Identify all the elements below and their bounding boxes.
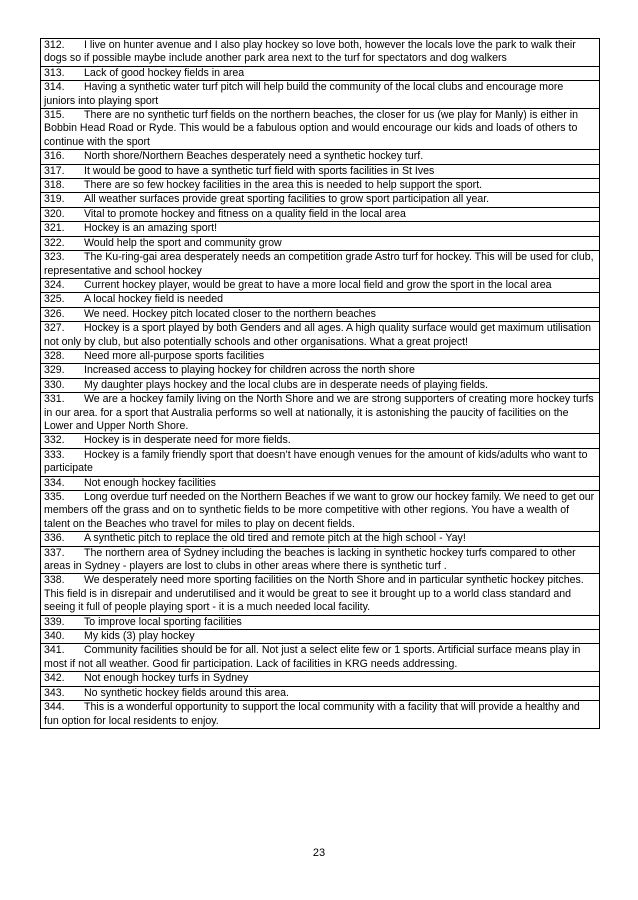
table-row (41, 150, 600, 164)
comment-number: 341. (44, 644, 65, 657)
comment-cell (41, 364, 600, 378)
comment-number: 344. (44, 701, 65, 714)
comment-text: Community facilities should be for all. Not just a select elite few or 1 sports. Artificial surface means play in most if not all weather. Good fir participation. Lack of facilities in KRG needs addressing. (44, 644, 581, 670)
comment-number: 319. (44, 193, 65, 206)
comment-cell (41, 179, 600, 193)
table-row (41, 193, 600, 207)
table-row (41, 222, 600, 236)
comment-text: My kids (3) play hockey (84, 630, 195, 643)
comment-number: 326. (44, 307, 65, 320)
comment-number: 322. (44, 236, 65, 249)
comment-cell (41, 109, 600, 150)
comment-cell (41, 81, 600, 109)
comment-text: Lack of good hockey fields in area (84, 66, 245, 79)
comment-text: There are so few hockey facilities in the area this is needed to help support the sport. (84, 179, 483, 192)
comment-text: I live on hunter avenue and I also play hockey so love both, however the locals love the park to walk their dogs so if possible maybe include another park area next to the turf for spectators and dog walkers (44, 39, 576, 65)
comment-text: A synthetic pitch to replace the old tired and remote pitch at the high school - Yay! (84, 532, 466, 545)
table-row (41, 109, 600, 150)
comment-text: There are no synthetic turf fields on the northern beaches, the closer for us (we play for Manly) is either in Bobbin Head Road or Ryde. This would be a fabulous option and would encourage our kids and loads of others to continue with the sport (44, 109, 579, 148)
comment-text: North shore/Northern Beaches desperately need a synthetic hockey turf. (84, 150, 424, 163)
comment-text: No synthetic hockey fields around this area. (84, 686, 289, 699)
comment-cell (41, 193, 600, 207)
comment-number: 316. (44, 150, 65, 163)
comment-cell (41, 164, 600, 178)
table-row (41, 686, 600, 700)
comment-cell (41, 150, 600, 164)
comment-text: Need more all-purpose sports facilities (84, 349, 265, 362)
comment-cell (41, 476, 600, 490)
comment-number: 329. (44, 364, 65, 377)
table-row (41, 164, 600, 178)
comment-text: Long overdue turf needed on the Northern Beaches if we want to grow our hockey family. We need to get our members off the grass and on to synthetic fields to be more competitive with other regions. You have a wealth of talent on the Beaches who travel for miles to play on decent fields. (44, 491, 595, 530)
table-row (41, 236, 600, 250)
comment-text: Would help the sport and community grow (84, 236, 282, 249)
comment-cell (41, 236, 600, 250)
comment-number: 315. (44, 109, 65, 122)
comment-text: Hockey is in desperate need for more fields. (84, 434, 291, 447)
table-row (41, 644, 600, 672)
comment-number: 324. (44, 278, 65, 291)
page-number: 23 (312, 847, 326, 859)
comment-cell (41, 66, 600, 80)
comment-cell (41, 672, 600, 686)
comment-number: 328. (44, 349, 65, 362)
table-row (41, 307, 600, 321)
table-row (41, 364, 600, 378)
comment-cell (41, 222, 600, 236)
comment-number: 320. (44, 207, 65, 220)
table-row (41, 574, 600, 615)
table-row (41, 434, 600, 448)
comment-text: Not enough hockey facilities (84, 476, 216, 489)
table-row (41, 615, 600, 629)
comment-number: 321. (44, 222, 65, 235)
table-row (41, 179, 600, 193)
comment-number: 325. (44, 293, 65, 306)
comment-text: Hockey is a family friendly sport that doesn’t have enough venues for the amount of kids/adults who want to participate (44, 448, 588, 475)
comment-cell (41, 251, 600, 279)
table-row (41, 349, 600, 363)
comment-text: Current hockey player, would be great to have a more local field and grow the sport in the local area (84, 278, 552, 291)
table-row (41, 672, 600, 686)
comment-text: Increased access to playing hockey for children across the north shore (84, 364, 415, 377)
table-row (41, 448, 600, 476)
table-row (41, 378, 600, 392)
comment-cell (41, 307, 600, 321)
comment-number: 342. (44, 672, 65, 685)
table-row (41, 532, 600, 546)
comment-cell (41, 574, 600, 615)
comment-number: 318. (44, 179, 65, 192)
comment-number: 332. (44, 434, 65, 447)
comment-cell (41, 615, 600, 629)
comment-number: 330. (44, 378, 65, 391)
comment-number: 313. (44, 66, 65, 79)
table-row (41, 393, 600, 434)
comment-text: Vital to promote hockey and fitness on a quality field in the local area (84, 207, 406, 220)
table-row (41, 322, 600, 350)
table-row (41, 278, 600, 292)
comment-number: 327. (44, 322, 65, 335)
comment-text: To improve local sporting facilities (84, 615, 242, 628)
table-row (41, 251, 600, 279)
comment-number: 340. (44, 630, 65, 643)
comments-body (41, 39, 600, 729)
comment-text: My daughter plays hockey and the local clubs are in desperate needs of playing fields. (84, 378, 488, 391)
comment-cell (41, 701, 600, 729)
comment-text: It would be good to have a synthetic turf field with sports facilities in St Ives (84, 164, 435, 177)
comment-text: This is a wonderful opportunity to support the local community with a facility that will provide a healthy and fun option for local residents to enjoy. (44, 701, 580, 727)
comment-number: 337. (44, 546, 65, 559)
comment-text: Not enough hockey turfs in Sydney (84, 672, 249, 685)
comment-number: 331. (44, 393, 65, 406)
comment-text: A local hockey field is needed (84, 293, 223, 306)
comment-cell (41, 434, 600, 448)
comment-cell (41, 532, 600, 546)
comment-number: 335. (44, 491, 65, 503)
comment-cell (41, 491, 600, 532)
comment-number: 339. (44, 615, 65, 628)
comment-text: We are a hockey family living on the North Shore and we are strong supporters of creating more hockey turfs in our area. for a sport that Australia performs so well at nationally, it is astonishing the paucity of facilities on the Lower and Upper North Shore. (44, 393, 594, 432)
comment-cell (41, 686, 600, 700)
comment-text: We need. Hockey pitch located closer to the northern beaches (84, 307, 376, 320)
table-row (41, 630, 600, 644)
comment-text: We desperately need more sporting facilities on the North Shore and in particular synthetic hockey pitches. This field is in disrepair and underutilised and it would be great to see it brought up to a world class standard and seeing it full of people playing sport - it is a much needed local facility. (44, 574, 584, 614)
comment-text: Having a synthetic water turf pitch will help build the community of the local clubs and encourage more juniors into playing sport (44, 81, 564, 107)
table-row (41, 293, 600, 307)
comment-cell (41, 448, 600, 476)
comment-text: The Ku-ring-gai area desperately needs an competition grade Astro turf for hockey. This will be used for club, representative and school hockey (44, 251, 594, 277)
comment-number: 312. (44, 39, 65, 51)
comment-cell (41, 207, 600, 221)
comment-cell (41, 322, 600, 350)
comment-number: 336. (44, 532, 65, 545)
comments-table (40, 38, 600, 729)
table-row (41, 81, 600, 109)
table-row (41, 207, 600, 221)
comment-cell (41, 349, 600, 363)
comment-cell (41, 393, 600, 434)
comment-cell (41, 630, 600, 644)
comment-cell (41, 278, 600, 292)
comment-cell (41, 546, 600, 574)
comment-cell (41, 644, 600, 672)
comment-number: 333. (44, 448, 65, 461)
table-row (41, 546, 600, 574)
comment-number: 323. (44, 251, 65, 264)
comment-cell (41, 378, 600, 392)
comment-number: 343. (44, 686, 65, 699)
comment-text: Hockey is an amazing sport! (84, 222, 218, 235)
table-row (41, 476, 600, 490)
comment-text: The northern area of Sydney including the beaches is lacking in synthetic hockey turfs compared to other areas in Sydney - players are lost to clubs in other areas where there is synthetic turf . (44, 546, 576, 573)
comment-text: All weather surfaces provide great sporting facilities to grow sport participation all year. (84, 193, 490, 206)
table-row (41, 39, 600, 67)
table-row (41, 491, 600, 532)
table-row (41, 701, 600, 729)
comment-cell (41, 293, 600, 307)
comment-cell (41, 39, 600, 67)
comment-text: Hockey is a sport played by both Genders and all ages. A high quality surface would get maximum utilisation not only by club, but also potentially schools and other organisations. What a great project! (44, 322, 592, 348)
comment-number: 314. (44, 81, 65, 94)
comment-number: 317. (44, 164, 65, 177)
comment-number: 334. (44, 476, 65, 489)
comment-number: 338. (44, 574, 65, 587)
table-row (41, 66, 600, 80)
